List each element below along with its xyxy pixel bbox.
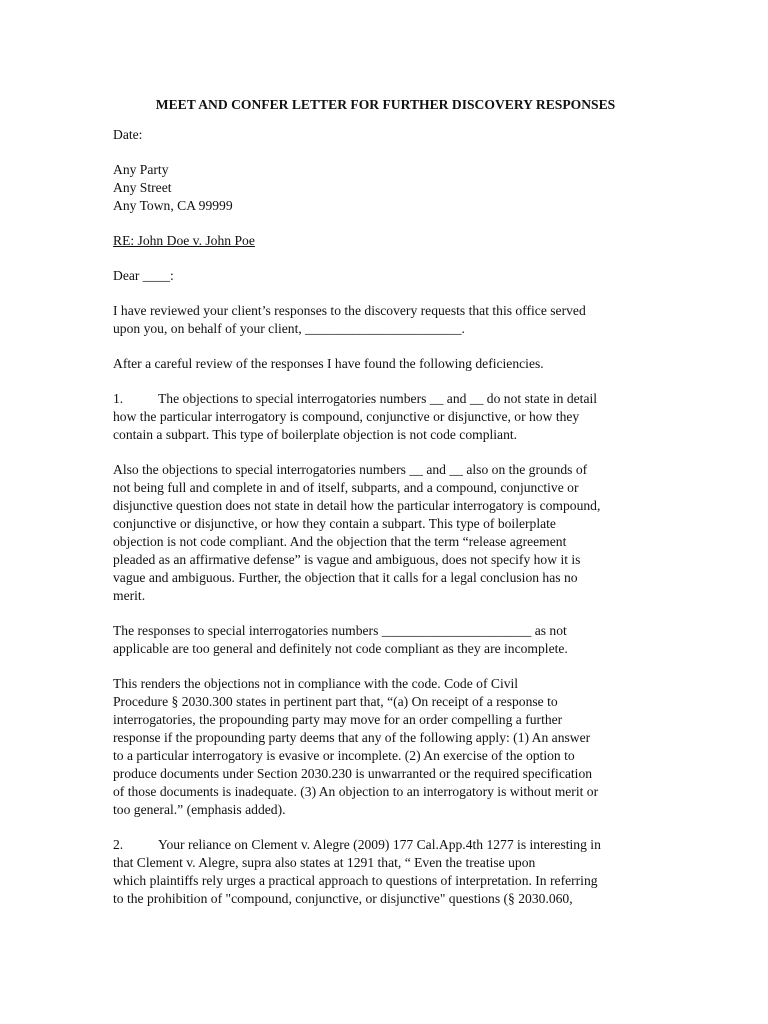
text-line: Procedure § 2030.300 states in pertinent part that, “(a) On receipt of a response to (113, 694, 558, 709)
numbered-item-1 (113, 390, 658, 444)
text-line: vague and ambiguous. Further, the objection that it calls for a legal conclusion has no (113, 570, 578, 585)
text-line: that Clement v. Alegre, supra also states at 1291 that, “ Even the treatise upon (113, 855, 536, 870)
paragraph-review (113, 302, 658, 338)
text-line: After a careful review of the responses I have found the following deficiencies. (113, 356, 544, 371)
text-line: interrogatories, the propounding party may move for an order compelling a further (113, 712, 563, 727)
text-line: not being full and complete in and of itself, subparts, and a compound, conjunctive or (113, 480, 579, 495)
paragraph-code (113, 675, 658, 819)
text-line: of those documents is inadequate. (3) An objection to an interrogatory is without merit or (113, 784, 599, 799)
text-line: Also the objections to special interrogatories numbers __ and __ also on the grounds of (113, 462, 588, 477)
text-line: response if the propounding party deems that any of the following apply: (1) An answer (113, 730, 591, 745)
text-line: conjunctive or disjunctive, or how they contain a subpart. This type of boilerplate (113, 516, 556, 531)
salutation: Dear ____: (113, 268, 174, 283)
text-line: to a particular interrogatory is evasive or incomplete. (2) An exercise of the option to (113, 748, 575, 763)
numbered-item-2 (113, 836, 658, 908)
text-line: contain a subpart. This type of boilerplate objection is not code compliant. (113, 427, 518, 442)
text-line: Your reliance on Clement v. Alegre (2009) 177 Cal.App.4th 1277 is interesting in (158, 837, 601, 852)
text-line: to the prohibition of "compound, conjunctive, or disjunctive" questions (§ 2030.060, (113, 891, 573, 906)
address-line: Any Town, CA 99999 (113, 198, 233, 213)
text-line: which plaintiffs rely urges a practical approach to questions of interpretation. In referring (113, 873, 598, 888)
letter-page (113, 90, 658, 908)
address-line: Any Street (113, 180, 172, 195)
item-number: 2. (113, 837, 124, 852)
text-line: I have reviewed your client’s responses to the discovery requests that this office served (113, 303, 586, 318)
date-label: Date: (113, 127, 143, 142)
paragraph-objections (113, 461, 658, 605)
text-line: This renders the objections not in compliance with the code. Code of Civil (113, 676, 519, 691)
text-line: how the particular interrogatory is compound, conjunctive or disjunctive, or how they (113, 409, 580, 424)
item-number: 1. (113, 391, 124, 406)
text-line: too general.” (emphasis added). (113, 802, 286, 817)
text-line: objection is not code compliant. And the objection that the term “release agreement (113, 534, 567, 549)
text-line: The objections to special interrogatories numbers __ and __ do not state in detail (158, 391, 598, 406)
text-line: disjunctive question does not state in detail how the particular interrogatory is compound, (113, 498, 601, 513)
text-line: produce documents under Section 2030.230 is unwarranted or the required specification (113, 766, 593, 781)
text-line: pleaded as an affirmative defense” is vague and ambiguous, does not specify how it is (113, 552, 581, 567)
page-title: MEET AND CONFER LETTER FOR FURTHER DISCOVERY RESPONSES (155, 97, 616, 112)
text-line: upon you, on behalf of your client, _______________________. (113, 321, 465, 336)
address-block (113, 161, 658, 215)
paragraph-deficiencies (113, 355, 658, 373)
text-line: The responses to special interrogatories numbers ______________________ as not (113, 623, 567, 638)
re-line: RE: John Doe v. John Poe (113, 233, 255, 248)
address-line: Any Party (113, 162, 169, 177)
text-line: merit. (113, 588, 146, 603)
paragraph-responses (113, 622, 658, 658)
text-line: applicable are too general and definitely not code compliant as they are incomplete. (113, 641, 568, 656)
